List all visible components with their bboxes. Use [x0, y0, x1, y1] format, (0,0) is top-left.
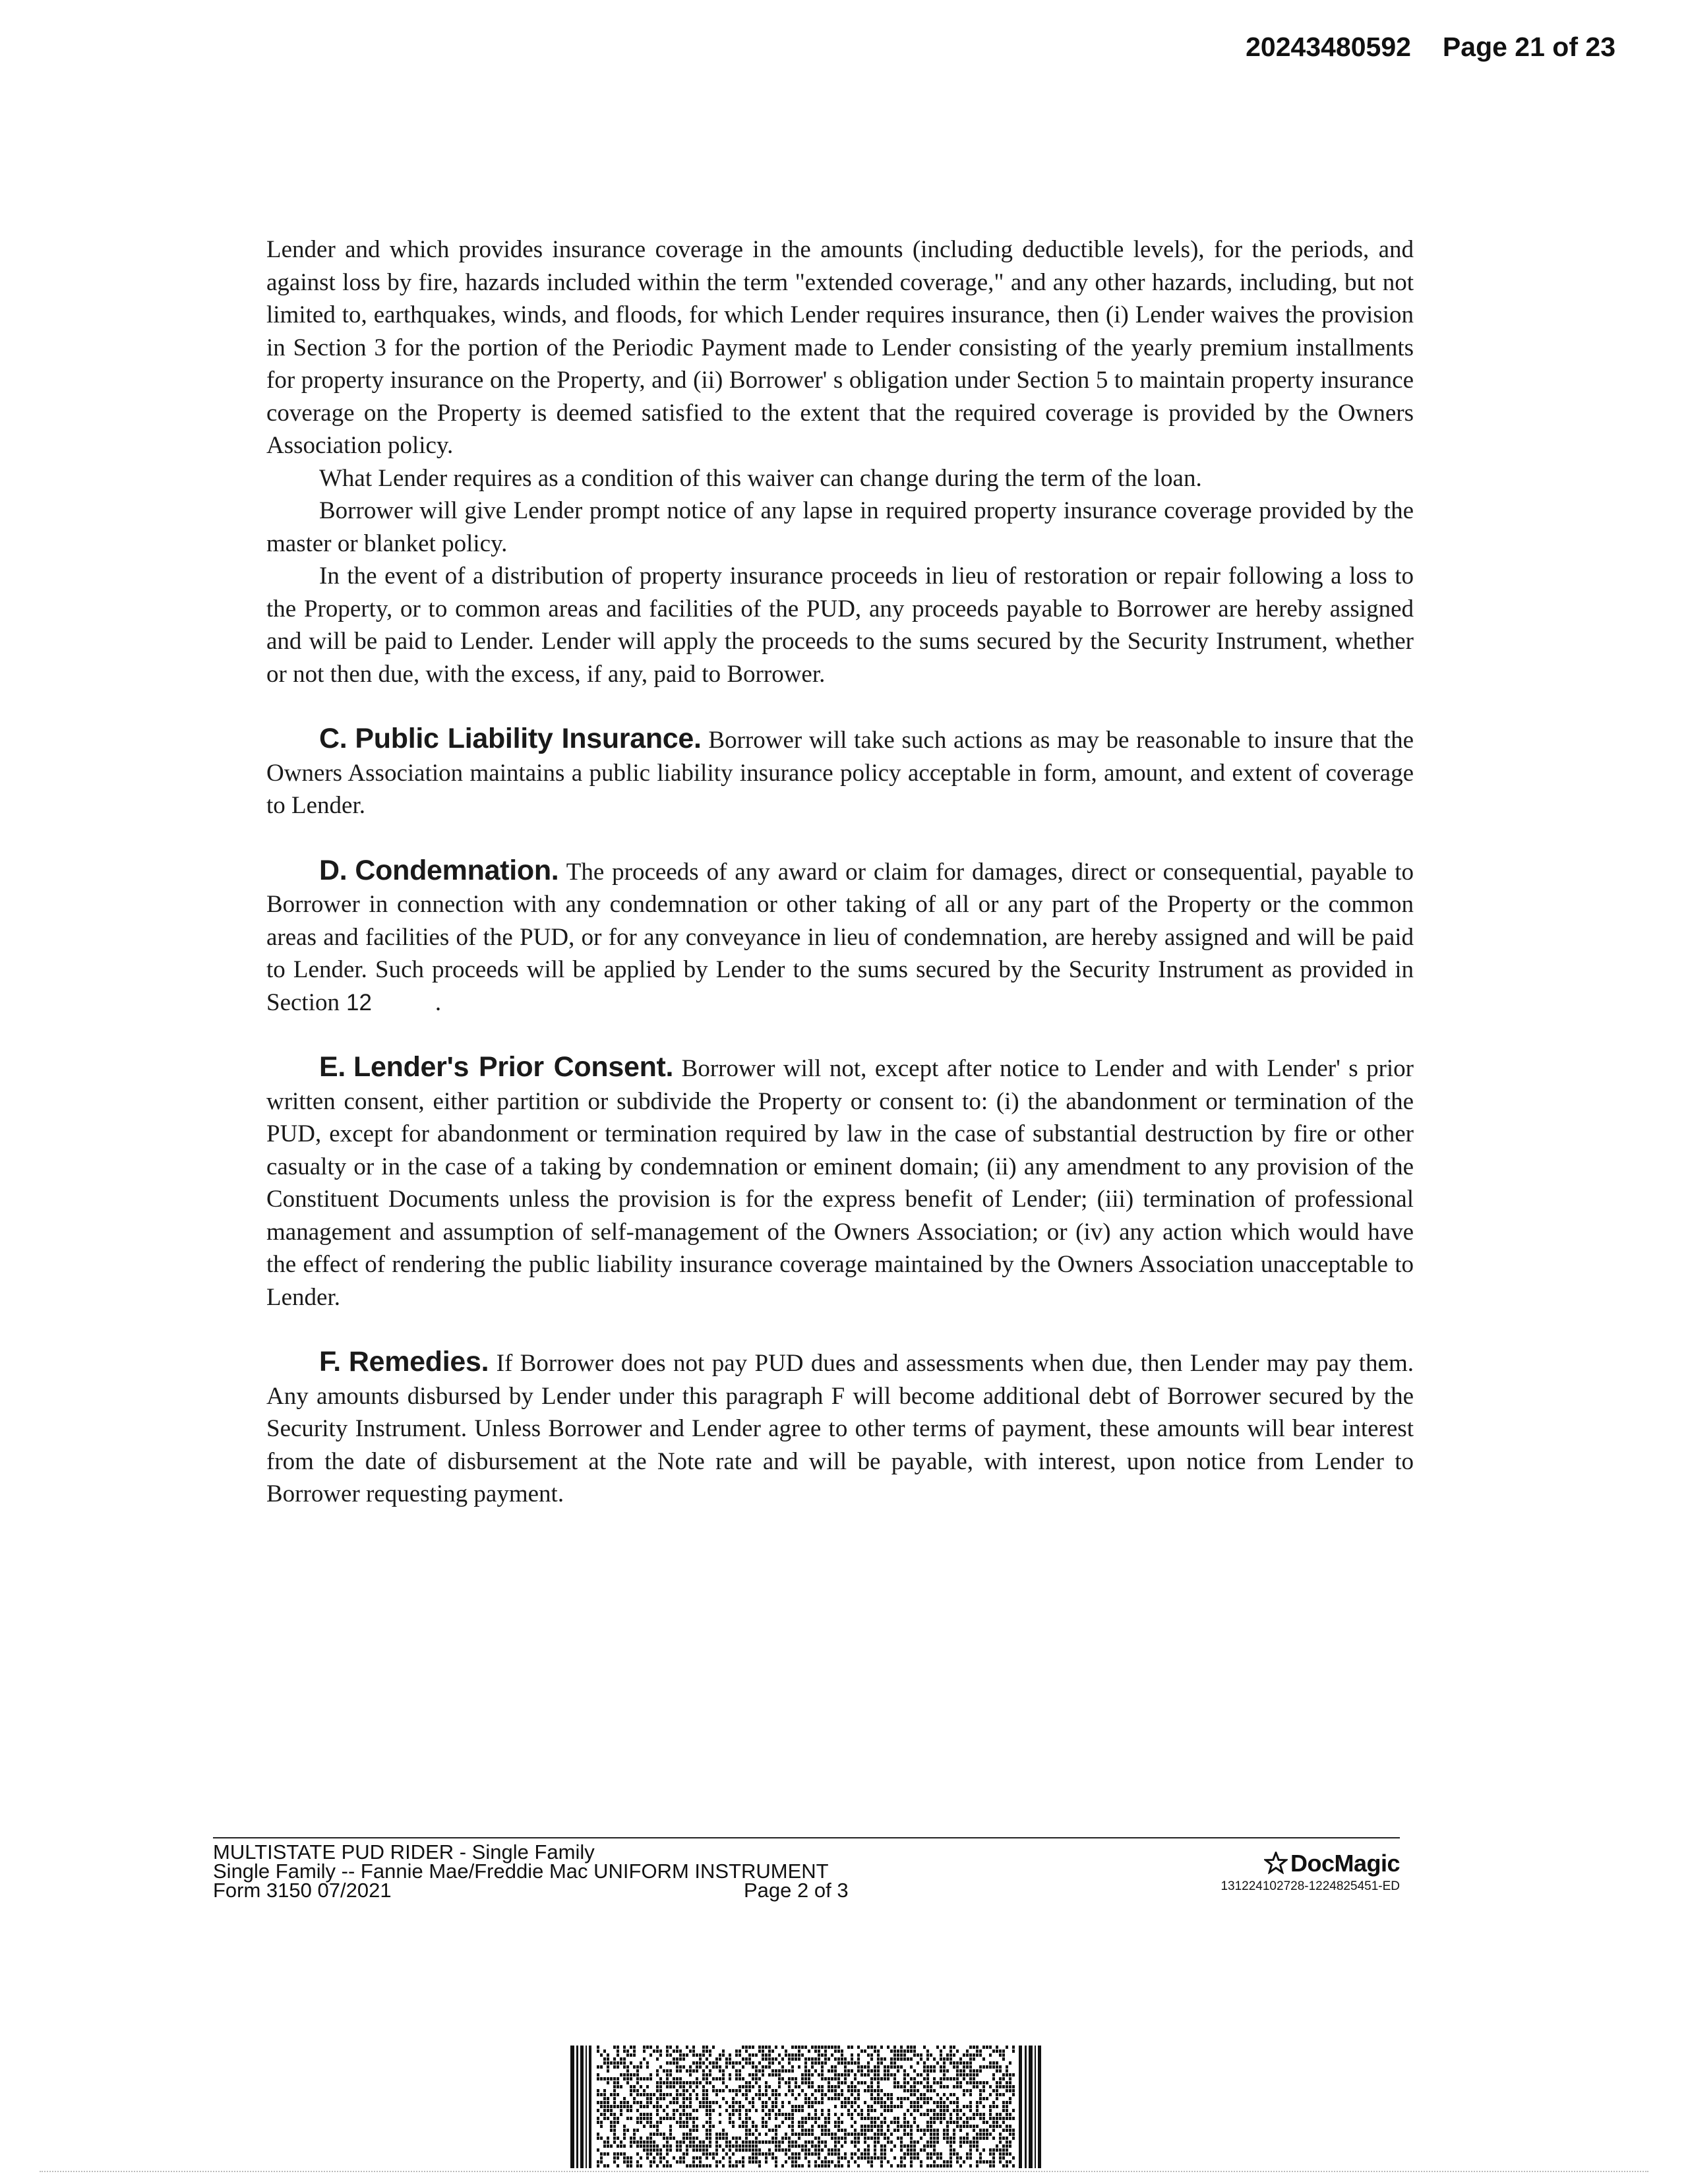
section-e — [266, 1051, 1414, 1314]
section-d-end: . — [435, 988, 442, 1016]
section-f-text: If Borrower does not pay PUD dues and assessments when due, then Lender may pay them. Any amounts disbursed by Lender under this paragraph F will become additional debt of Borrower secured by the Security Instrument. Unless Borrower and Lender agree to other terms of payment, these amounts will bear interest from the date of disbursement at the Note rate and will be payable, with interest, upon notice from Lender to Borrower requesting payment. — [266, 1350, 1414, 1507]
section-e-heading: E. Lender's Prior Consent. — [319, 1051, 674, 1083]
section-e-text: Borrower will not, except after notice to Lender and with Lender' s prior written consent, either partition or subdivide the Property or consent to: (i) the abandonment or termination of the PUD, except for abandonment or termination required by law in the case of substantial destruction by fire or other casualty or in the case of a taking by condemnation or eminent domain; (ii) any amendment to any provision of the Constituent Documents unless the provision is for the express benefit of Lender; (iii) termination of professional management and assumption of self-management of the Owners Association; or (iv) any action which would have the effect of rendering the public liability insurance coverage maintained by the Owners Association unacceptable to Lender. — [266, 1055, 1414, 1311]
form-number: Form 3150 07/2021 — [213, 1879, 392, 1902]
form-footer — [213, 1837, 1400, 1902]
section-d — [266, 855, 1414, 1019]
paragraph-lapse-notice: Borrower will give Lender prompt notice of any lapse in required property insurance coverage provided by the master or blanket policy. — [266, 497, 1414, 557]
scan-edge-line — [40, 2171, 1648, 2172]
section-reference-number: 12 — [346, 989, 372, 1016]
section-d-text: The proceeds of any award or claim for damages, direct or consequential, payable to Borrower in connection with any condemnation or other taking of all or any part of the Property or the common areas and facilities of the PUD, or for any conveyance in lieu of condemnation, are hereby assigned and will be paid to Lender. Such proceeds will be applied by Lender to the sums secured by the Security Instrument as provided in Section — [266, 858, 1414, 1016]
form-identification — [213, 1842, 829, 1900]
recording-number: 20243480592 — [1246, 32, 1411, 62]
page-indicator: Page 21 of 23 — [1442, 32, 1615, 62]
document-code: 131224102728-1224825451-ED — [1221, 1879, 1400, 1893]
section-c-text: Borrower will take such actions as may be reasonable to insure that the Owners Association maintains a public liability insurance policy acceptable in form, amount, and extent of coverage to Lender. — [266, 727, 1414, 819]
section-f-heading: F. Remedies. — [319, 1346, 489, 1378]
barcode — [570, 2046, 1042, 2168]
section-c — [266, 723, 1414, 822]
paragraph-continuation: Lender and which provides insurance coverage in the amounts (including deductible levels), for the periods, and against loss by fire, hazards included within the term "extended coverage," and any other hazards, including, but not limited to, earthquakes, winds, and floods, for which Lender requires insurance, then (i) Lender waives the provision in Section 3 for the portion of the Periodic Payment made to Lender consisting of the yearly premium installments for property insurance on the Property, and (ii) Borrower' s obligation under Section 5 to maintain property insurance coverage on the Property is deemed satisfied to the extent that the required coverage is provided by the Owners Association policy. — [266, 236, 1414, 459]
brand-logo — [1136, 1850, 1400, 1877]
form-page-number: Page 2 of 3 — [744, 1879, 849, 1902]
paragraph-distribution: In the event of a distribution of property insurance proceeds in lieu of restoration or repair following a loss to the Property, or to common areas and facilities of the PUD, any proceeds payable to Borrower are hereby assigned and will be paid to Lender. Lender will apply the proceeds to the sums secured by the Security Instrument, whether or not then due, with the excess, if any, paid to Borrower. — [266, 562, 1414, 688]
section-d-heading: D. Condemnation. — [319, 854, 559, 886]
form-subtitle: Single Family -- Fannie Mae/Freddie Mac UNIFORM INSTRUMENT — [213, 1860, 829, 1883]
document-body — [266, 233, 1414, 1511]
star-icon — [1264, 1852, 1288, 1874]
section-c-heading: C. Public Liability Insurance. — [319, 723, 702, 754]
brand-name: DocMagic — [1290, 1850, 1400, 1877]
form-title: MULTISTATE PUD RIDER - Single Family — [213, 1840, 595, 1864]
recording-header — [1246, 32, 1615, 63]
section-f — [266, 1346, 1414, 1511]
paragraph-waiver-note: What Lender requires as a condition of this waiver can change during the term of the loan. — [319, 464, 1202, 492]
brand-block — [1136, 1852, 1400, 1896]
